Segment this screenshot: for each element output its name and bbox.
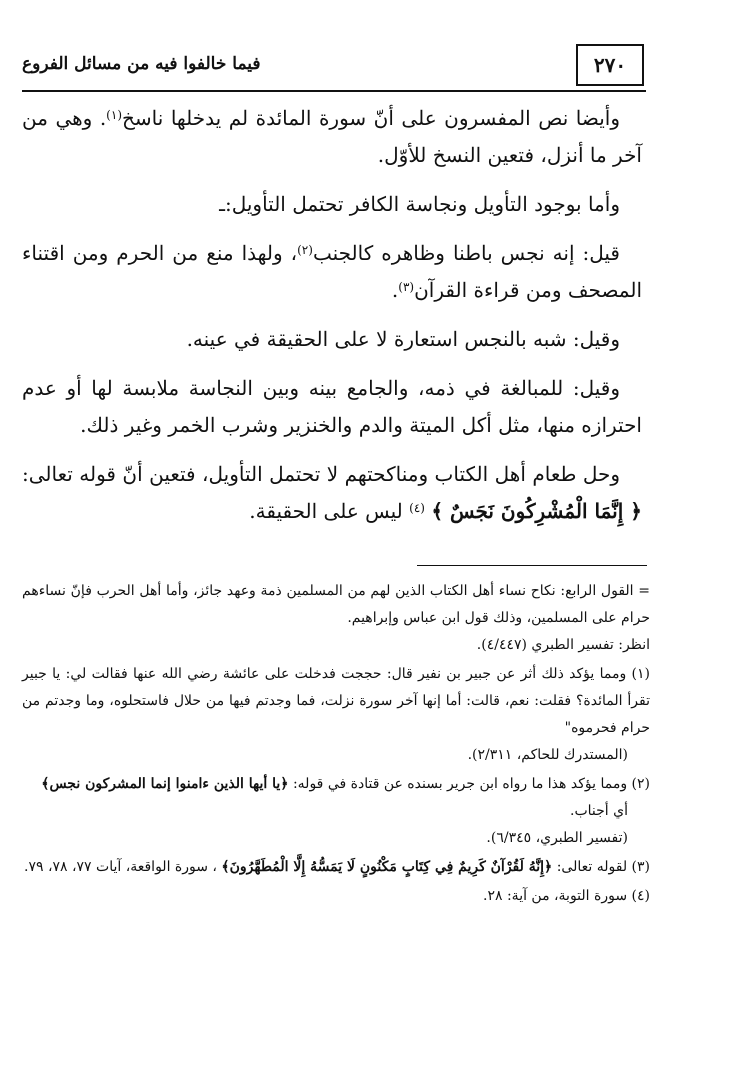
paragraph-6-text: وحل طعام أهل الكتاب ومناكحتهم لا تحتمل التأويل، فتعين أنّ قوله تعالى: [22, 462, 620, 486]
footnote-marker-1: (١) [106, 108, 122, 122]
footnote-continued-reference: انظر: تفسير الطبري (٤/٤٤٧). [476, 637, 650, 653]
footnote-4: (٤) سورة التوبة، من آية: ٢٨. [483, 888, 650, 904]
footnote-1-text: (١) ومما يؤكد ذلك أثر عن جبير بن نفير قال: حججت فدخلت على عائشة رضي الله عنها فقالت لي: يا جبير تقرأ المائدة؟ فقلت: نعم، قالت: أما إنها آخر سورة نزلت، فما وجدتم فيها من حلال فاستحلوه، وما وجدتم من حرام فحرموه" [22, 666, 650, 736]
footnote-2-reference: (تفسير الطبري، ٦/٣٤٥). [486, 830, 628, 846]
paragraph-6 [22, 456, 642, 530]
footnote-marker-4: (٤) [409, 501, 425, 515]
quran-quote: ﴿ إِنَّمَا الْمُشْرِكُونَ نَجَسٌ ﴾ [431, 499, 642, 523]
paragraph-1 [22, 100, 642, 174]
footnote-continued-text: = القول الرابع: نكاح نساء أهل الكتاب الذين لهم من المسلمين ذمة وعهد جائز، وأما أهل الحرب فإنّ نساءهم حرام على المسلمين، وذلك قول ابن عباس وإبراهيم. [22, 583, 650, 626]
header-rule [22, 90, 646, 92]
main-text [22, 100, 642, 542]
paragraph-6-end: ليس على الحقيقة. [249, 499, 403, 523]
footnotes [22, 578, 650, 912]
paragraph-3-end: . [391, 278, 399, 302]
page-number: ٢٧٠ [576, 44, 644, 86]
footnote-2-text: (٢) ومما يؤكد هذا ما رواه ابن جرير بسنده عن قتادة في قوله: [292, 776, 650, 792]
paragraph-3-text: قيل: إنه نجس باطنا وظاهره كالجنب [312, 241, 620, 265]
footnote-3-quran-quote: ﴿إِنَّهُ لَقُرْآنٌ كَرِيمٌ فِي كِتَابٍ مَكْنُونٍ لَا يَمَسُّهُ إِلَّا الْمُطَهَّرُونَ﴾ [221, 859, 553, 875]
footnote-3-source: ، سورة الواقعة، آيات ٧٧، ٧٨، ٧٩. [24, 859, 217, 875]
footnote-1 [22, 661, 650, 769]
paragraph-2: وأما بوجود التأويل ونجاسة الكافر تحتمل التأويل:ـ [219, 192, 620, 216]
paragraph-3 [22, 235, 642, 309]
footnote-3-text: (٣) لقوله تعالى: [556, 859, 650, 875]
footnote-1-reference: (المستدرك للحاكم، ٢/٣١١). [467, 747, 628, 763]
paragraph-5: وقيل: للمبالغة في ذمه، والجامع بينه وبين النجاسة ملابسة لها أو عدم احترازه منها، مثل أكل الميتة والدم والخنزير وشرب الخمر وغير ذلك. [22, 376, 642, 437]
footnote-marker-3: (٣) [398, 280, 415, 294]
paragraph-3-text-cont: ، ولهذا منع من الحرم ومن اقتناء المصحف ومن قراءة القرآن [22, 241, 642, 302]
footnote-separator [417, 565, 647, 566]
footnote-2 [22, 771, 650, 852]
footnote-2-gloss: أي أجناب. [570, 803, 628, 819]
running-title: فيما خالفوا فيه من مسائل الفروع [22, 54, 261, 74]
page-header [22, 40, 646, 92]
paragraph-1-text: وأيضا نص المفسرون على أنّ سورة المائدة لم يدخلها ناسخ [122, 106, 620, 130]
paragraph-4: وقيل: شبه بالنجس استعارة لا على الحقيقة في عينه. [186, 327, 620, 351]
footnote-3 [22, 854, 650, 881]
footnote-marker-2: (٢) [297, 243, 313, 257]
paragraph-1-text-cont: . وهي من آخر ما أنزل، فتعين النسخ للأوّل. [22, 106, 642, 167]
footnote-continued [22, 578, 650, 659]
footnote-2-quran-quote: ﴿يا أيها الذين ءامنوا إنما المشركون نجس﴾ [41, 776, 289, 792]
